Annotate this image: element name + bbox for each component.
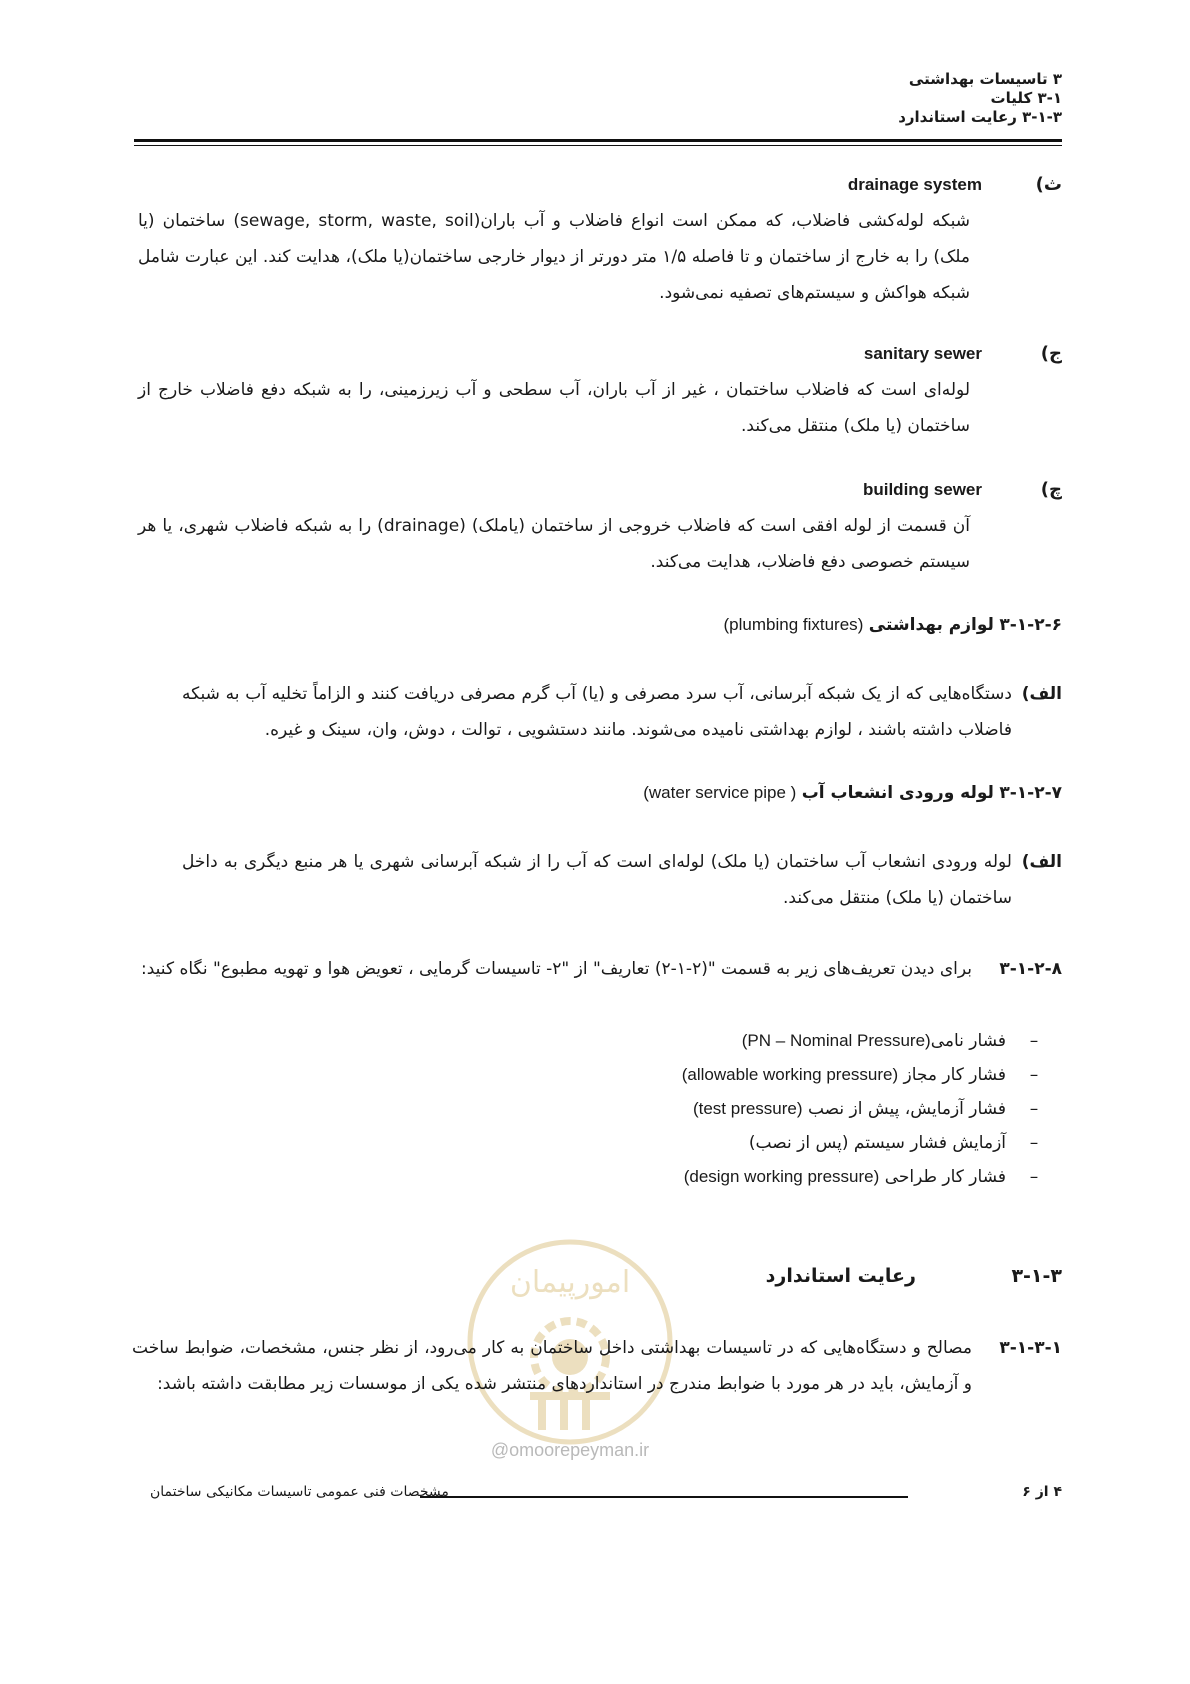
list-item (132, 1058, 1062, 1092)
definition-text-building: آن قسمت از لوله افقی است که فاضلاب خروجی از ساختمان (یاملک) (drainage) را به شبکه فاضلاب شهری، یا هر سیستم خصوصی دفع فاضلاب، هدایت می‌کند. (138, 516, 970, 572)
section-heading-standards (132, 1265, 1062, 1287)
bullet-dash: – (1029, 1133, 1039, 1153)
bullet-text-en: (design working pressure) (683, 1167, 880, 1186)
definition-term: sanitary sewer (863, 343, 982, 363)
section-title-en: ( water service pipe) (643, 783, 797, 802)
bullet-dash: – (1029, 1065, 1039, 1085)
list-item-service-pipe (132, 844, 1062, 916)
definition-heading-drainage (132, 174, 1062, 195)
definition-text-sanitary: لوله‌ای است که فاضلاب ساختمان ، غیر از آب باران، آب سطحی و آب زیرزمینی، را به شبکه دفع فاضلاب خارج از ساختمان (یا ملک) منتقل می‌کند. (138, 380, 970, 436)
watermark-site: @omoorepeyman.ir (490, 1440, 650, 1460)
section-title: رعایت استاندارد (765, 1265, 916, 1287)
pressure-definitions-list (132, 1024, 1062, 1194)
section-heading-fixtures (132, 615, 1062, 635)
item-text: دستگاه‌هایی که از یک شبکه آبرسانی، آب سرد مصرفی و (یا) آب گرم مصرفی دریافت کنند و الزاماً تخلیه آب به شبکه فاضلاب داشته باشند ، لوازم بهداشتی نامیده می‌شوند. مانند دستشویی ، توالت ، دوش، وان، سینک و غیره. (182, 684, 1012, 740)
bullet-text-fa: فشار نامی (930, 1031, 1006, 1051)
bullet-text-fa: فشار آزمایش، پیش از نصب (807, 1099, 1006, 1119)
list-item (132, 1024, 1062, 1058)
section-text: مصالح و دستگاه‌هایی که در تاسیسات بهداشتی داخل ساختمان به کار می‌رود، از نظر جنس، مشخصات، ضوابط ساخت و آزمایش، باید در هر مورد با ضوابط مندرج در استانداردهای منتشر شده یکی از موسسات زیر مطابقت داشته باشد: (132, 1338, 972, 1394)
bullet-dash: – (1029, 1099, 1039, 1119)
bullet-dash: – (1029, 1167, 1039, 1187)
section-title: لوازم بهداشتی (868, 615, 994, 635)
definition-term: building sewer (862, 479, 982, 499)
section-title: لوله ورودی انشعاب آب (801, 783, 994, 803)
page-header (462, 70, 1062, 127)
header-rule-thin (134, 145, 1062, 146)
definition-term: drainage system (847, 174, 982, 194)
section-number: ۳-۱-۲-۶ (999, 615, 1062, 635)
bullet-text-fa: فشار کار طراحی (884, 1167, 1006, 1187)
bullet-text-en: (allowable working pressure) (681, 1065, 899, 1084)
bullet-text-fa: آزمایش فشار سیستم (پس از نصب) (748, 1133, 1006, 1153)
list-item (132, 1092, 1062, 1126)
bullet-text-en: (test pressure) (692, 1099, 803, 1118)
definition-text-drainage: شبکه لوله‌کشی فاضلاب، که ممکن است انواع فاضلاب و آب باران(sewage, storm, waste, soil) ساختمان (یا ملک) را به خارج از ساختمان و تا فاصله ۱/۵ متر دورتر از دیوار خارجی ساختمان(یا ملک)، هدایت کند. این عبارت شامل شبکه هواکش و سیستم‌های تصفیه نمی‌شود. (138, 211, 970, 303)
footer-rule (420, 1496, 908, 1498)
section-text: برای دیدن تعریف‌های زیر به قسمت "(۲-۱-۲) تعاریف" از "۲- تاسیسات گرمایی ، تعویض هوا و تهویه مطبوع" نگاه کنید: (141, 959, 972, 979)
definition-heading-sanitary (132, 343, 1062, 364)
list-item (132, 1160, 1062, 1194)
item-label: الف) (1021, 852, 1062, 872)
header-rule-thick (134, 139, 1062, 142)
bullet-text-fa: فشار کار مجاز (903, 1065, 1006, 1085)
definition-heading-building (132, 479, 1062, 500)
section-paragraph-8 (132, 951, 1062, 987)
header-section: ۳-۱ کلیات (990, 89, 1062, 107)
footer-title: مشخصات فنی عمومی تاسیسات مکانیکی ساختمان (150, 1484, 449, 1500)
definition-mark: ج) (1040, 343, 1062, 364)
list-item (132, 1126, 1062, 1160)
section-title-en: (plumbing fixtures) (723, 615, 864, 634)
section-paragraph-3131 (132, 1330, 1062, 1402)
page-number: ۴ از ۶ (1022, 1484, 1062, 1500)
item-text: لوله ورودی انشعاب آب ساختمان (یا ملک) لوله‌ای است که آب را از شبکه آبرسانی شهری یا هر منبع دیگری به داخل ساختمان (یا ملک) منتقل می‌کند. (182, 852, 1012, 908)
watermark-text: امورپیمان (509, 1265, 631, 1300)
bullet-text-en: (PN – Nominal Pressure) (741, 1031, 931, 1050)
bullet-dash: – (1029, 1031, 1039, 1051)
section-number: ۳-۱-۳-۱ (999, 1338, 1062, 1358)
header-subsection: ۳-۱-۳ رعایت استاندارد (898, 108, 1062, 126)
section-heading-service-pipe (132, 783, 1062, 803)
item-label: الف) (1021, 684, 1062, 704)
section-number: ۳-۱-۲-۷ (999, 783, 1062, 803)
definition-mark: ث) (1035, 174, 1062, 195)
section-number: ۳-۱-۳ (1011, 1265, 1062, 1287)
definition-mark: چ) (1040, 479, 1062, 500)
section-number: ۳-۱-۲-۸ (999, 959, 1062, 979)
list-item-fixtures (132, 676, 1062, 748)
header-chapter: ۳ تاسیسات بهداشتی (908, 70, 1062, 88)
